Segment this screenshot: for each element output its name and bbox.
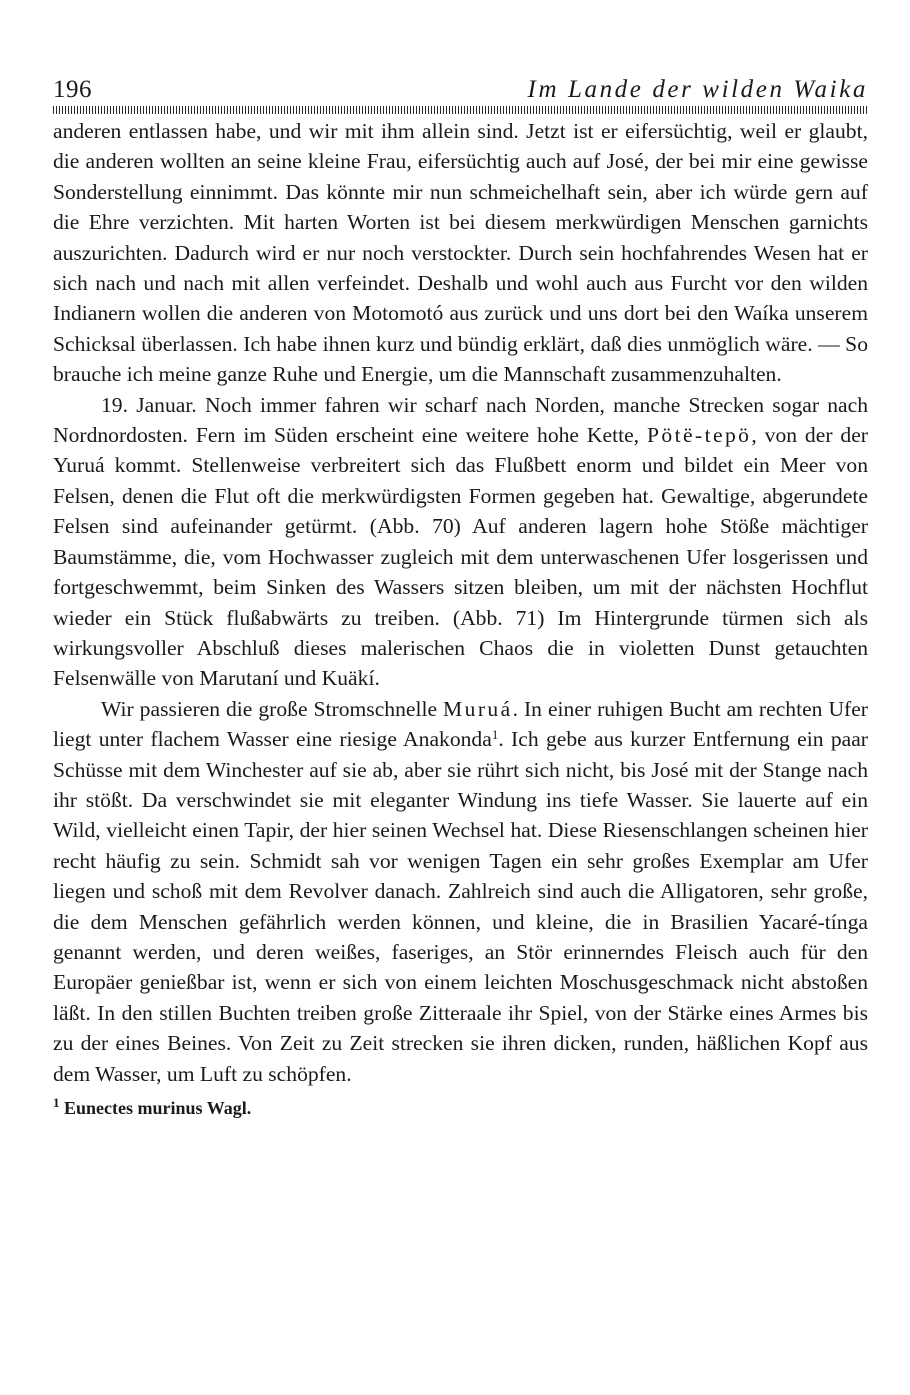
place-name-pote-tepo: Pötë-tepö bbox=[646, 423, 752, 448]
paragraph-3-text-a: Wir passieren die große Stromschnelle bbox=[101, 696, 438, 721]
footnote-text: Eunectes murinus Wagl. bbox=[64, 1098, 252, 1118]
paragraph-3 bbox=[53, 694, 868, 1089]
paragraph-3-text-b: . In einer ruhigen Bucht am rechten Ufer liegt unter flachem Wasser eine riesige Anakonda bbox=[53, 696, 868, 752]
running-title: Im Lande der wilden Waika bbox=[527, 76, 868, 103]
paragraph-1-text: anderen entlassen habe, und wir mit ihm allein sind. Jetzt ist er eifersüchtig, weil er glaubt, die anderen wollten an seine kleine Frau, eifersüchtig auch auf José, der bei mir eine gewisse Sonderstellung einnimmt. Das könnte mir nun schmeichelhaft sein, aber ich würde gern auf die Ehre verzichten. Mit harten Worten ist bei diesem merkwürdigen Menschen garnichts auszurichten. Dadurch wird er nur noch verstockter. Durch sein hochfahrendes Wesen hat er sich nach und nach mit allen verfeindet. Deshalb und wohl auch aus Furcht vor den wilden Indianern wollen die anderen von Motomotó aus zurück und uns dort bei den Waíka unserem Schicksal überlassen. Ich habe ihnen kurz und bündig erklärt, daß dies unmöglich wäre. — So brauche ich meine ganze Ruhe und Energie, um die Mannschaft zusammenzuhalten. bbox=[53, 119, 868, 387]
paragraph-1 bbox=[53, 116, 868, 390]
book-page bbox=[53, 72, 868, 1121]
footnote bbox=[53, 1095, 868, 1121]
paragraph-2-text-b: , von der der Yuruá kommt. Stellenweise verbreitert sich das Flußbett enorm und bildet ein Meer von Felsen, denen die Flut oft die merkwürdigsten Formen gegeben hat. Gewaltige, abgerundete Felsen sind aufeinander getürmt. (Abb. 70) Auf anderen lagern hohe Stöße mächtiger Baumstämme, die, vom Hochwasser zugleich mit dem unterwaschenen Ufer losgerissen und fortgeschwemmt, beim Sinken des Wassers sitzen bleiben, um mit der nächsten Hochflut wieder ein Stück flußabwärts zu treiben. (Abb. 71) Im Hintergrunde türmen sich als wirkungsvoller Abschluß dieses malerischen Chaos die in violetten Dunst getauchten Felsenwälle von Marutaní und Kuäkí. bbox=[53, 423, 868, 691]
paragraph-3-text-c: . Ich gebe aus kurzer Entfernung ein paar Schüsse mit dem Winchester auf sie ab, aber sie rührt sich nicht, bis José mit der Stange nach ihr stößt. Da verschwindet sie mit eleganter Windung ins tiefe Wasser. Sie lauerte auf ein Wild, vielleicht einen Tapir, der hier seinen Wechsel hat. Diese Riesenschlangen scheinen hier recht häufig zu sein. Schmidt sah vor wenigen Tagen ein sehr großes Exemplar am Ufer liegen und schoß mit dem Revolver danach. Zahlreich sind auch die Alligatoren, sehr große, die dem Menschen gefährlich werden können, und kleine, die in Brasilien Yacaré-tínga genannt werden, und deren weißes, faseriges, an Stör erinnerndes Fleisch auch für den Europäer genießbar ist, wenn er sich von einem leichten Moschusgeschmack nicht abstoßen läßt. In den stillen Buchten treiben große Zitteraale ihr Spiel, von der Stärke eines Armes bis zu der eines Beines. Von Zeit zu Zeit strecken sie ihren dicken, runden, häßlichen Kopf aus dem Wasser, um Luft zu schöpfen. bbox=[53, 727, 868, 1086]
footnote-marker: 1 bbox=[53, 1095, 60, 1110]
place-name-murua: Muruá bbox=[443, 696, 513, 721]
footnote-reference: 1 bbox=[491, 727, 499, 743]
paragraph-2 bbox=[53, 390, 868, 694]
paragraph-2-text-a: 19. Januar. Noch immer fahren wir scharf nach Norden, manche Strecken sogar nach Nordnordosten. Fern im Süden erscheint eine weitere hohe Kette, bbox=[53, 392, 868, 448]
header-rule bbox=[53, 106, 868, 114]
body-text bbox=[53, 116, 868, 1089]
running-head bbox=[53, 72, 868, 106]
page-number: 196 bbox=[53, 76, 92, 103]
